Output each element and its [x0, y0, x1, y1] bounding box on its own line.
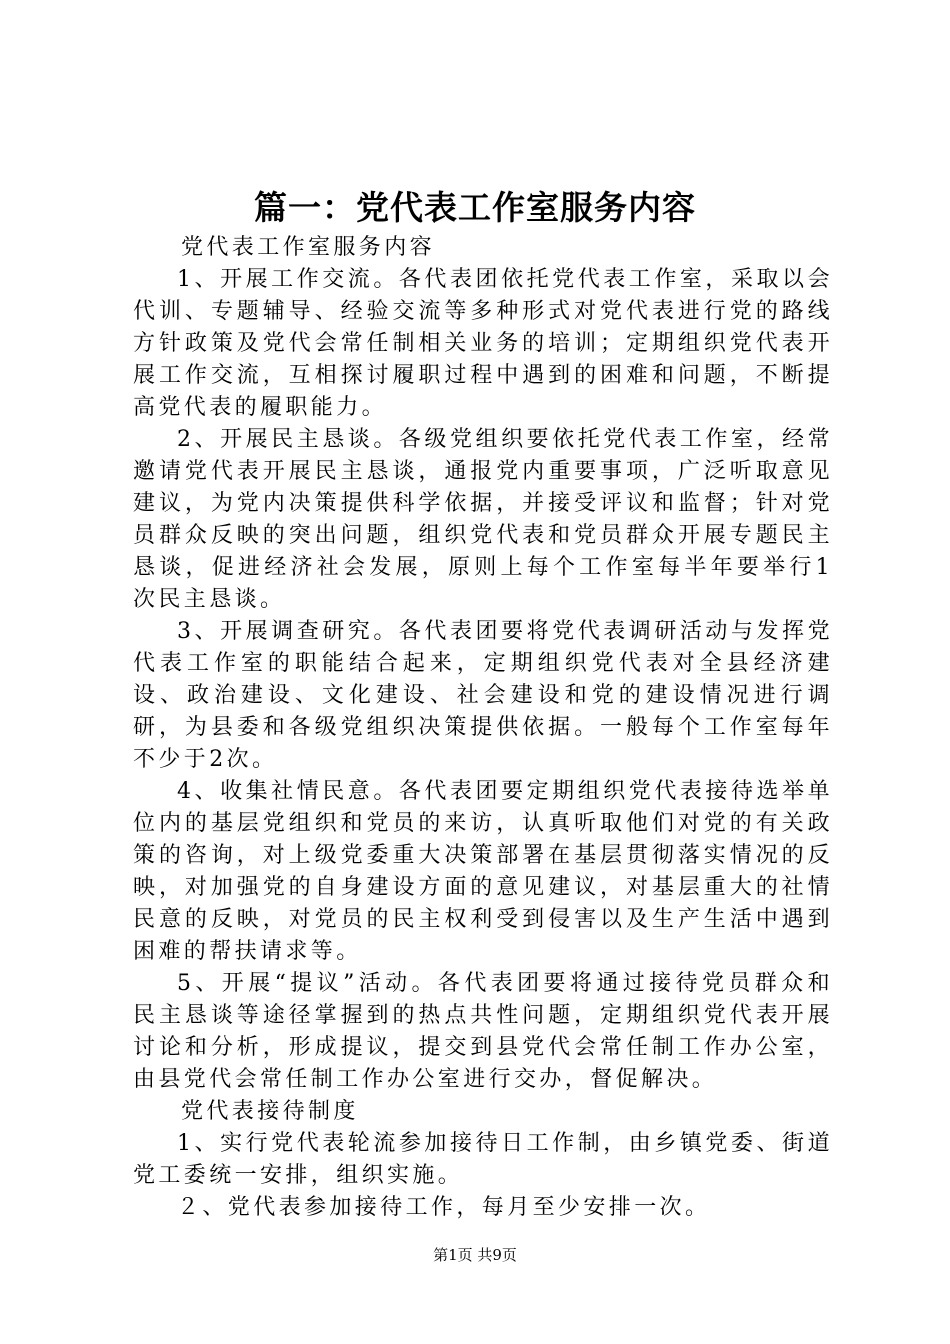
section-heading: 党代表工作室服务内容: [181, 235, 436, 260]
body-paragraph: 5、开展“提议”活动。各代表团要将通过接待党员群众和民主恳谈等途径掌握到的热点共性问题，定期组织党代表开展讨论和分析，形成提议，提交到县党代会常任制工作办公室，由县党代会常任制工作办公室进行交办，督促解决。: [133, 971, 833, 1092]
document-title: 篇一：党代表工作室服务内容: [254, 188, 696, 227]
body-paragraph: 1、实行党代表轮流参加接待日工作制，由乡镇党委、街道党工委统一安排，组织实施。: [133, 1131, 833, 1188]
document-body: [133, 232, 833, 1224]
body-paragraph: 3、开展调查研究。各代表团要将党代表调研活动与发挥党代表工作室的职能结合起来，定期组织党代表对全县经济建设、政治建设、文化建设、社会建设和党的建设情况进行调研，为县委和各级党组织决策提供依据。一般每个工作室每年不少于2次。: [133, 619, 833, 772]
body-paragraph: 2、开展民主恳谈。各级党组织要依托党代表工作室，经常邀请党代表开展民主恳谈，通报党内重要事项，广泛听取意见建议，为党内决策提供科学依据，并接受评议和监督；针对党员群众反映的突出问题，组织党代表和党员群众开展专题民主恳谈，促进经济社会发展，原则上每个工作室每半年要举行1次民主恳谈。: [133, 427, 833, 612]
body-paragraph: ２、党代表参加接待工作，每月至少安排一次。: [177, 1195, 711, 1220]
section-heading: 党代表接待制度: [181, 1099, 359, 1124]
page-number-footer: 第1页 共9页: [433, 1246, 517, 1264]
body-paragraph: 1、开展工作交流。各代表团依托党代表工作室，采取以会代训、专题辅导、经验交流等多种形式对党代表进行党的路线方针政策及党代会常任制相关业务的培训；定期组织党代表开展工作交流，互相探讨履职过程中遇到的困难和问题，不断提高党代表的履职能力。: [133, 267, 833, 420]
body-paragraph: 4、收集社情民意。各代表团要定期组织党代表接待选举单位内的基层党组织和党员的来访，认真听取他们对党的有关政策的咨询，对上级党委重大决策部署在基层贯彻落实情况的反映，对加强党的自身建设方面的意见建议，对基层重大的社情民意的反映，对党员的民主权利受到侵害以及生产生活中遇到困难的帮扶请求等。: [133, 779, 833, 964]
